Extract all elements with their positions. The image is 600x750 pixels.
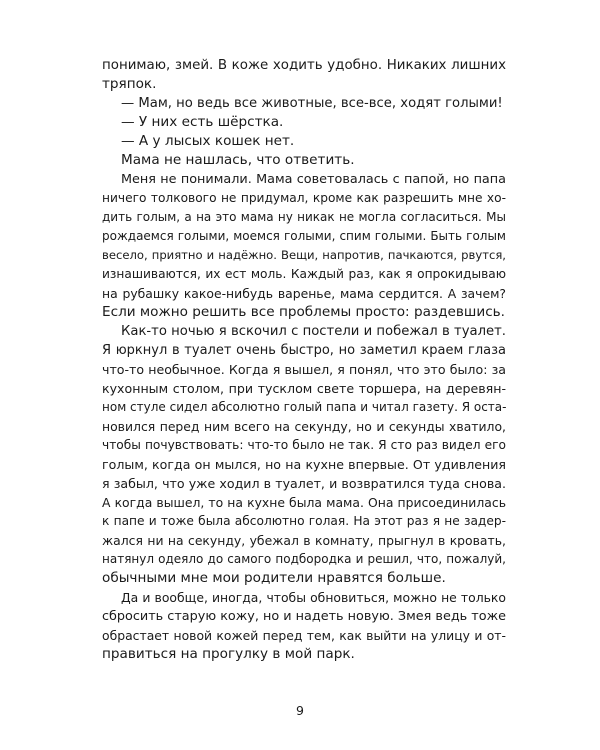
text-line: Как-то ночью я вскочил с постели и побежал в туалет. (121, 324, 506, 339)
text-line: Я юркнул в туалет очень быстро, но заметил краем глаза (102, 343, 506, 358)
text-line: понимаю, змей. В коже ходить удобно. Никаких лишних (102, 58, 506, 73)
text-line: новился перед ним всего на секунду, но и секунды хватило, (102, 419, 506, 434)
text-line: рождаемся голыми, моемся голыми, спим голыми. Быть голым (102, 229, 506, 243)
text-line: весело, приятно и надёжно. Вещи, напротив, пачкаются, рвутся, (102, 248, 506, 262)
text-line: голым, когда он мылся, но на кухне впервые. От удивления (102, 457, 506, 472)
text-line: изнашиваются, их ест моль. Каждый раз, как я опрокидываю (102, 267, 506, 281)
text-line: тряпок. (102, 76, 157, 92)
text-line: на рубашку какое-нибудь варенье, мама сердится. А зачем? (102, 286, 506, 301)
text-line: дить голым, а на это мама ну никак не могла согласиться. Мы (102, 210, 506, 224)
text-line: к папе и тоже была абсолютно голая. На этот раз я не задер- (102, 514, 506, 528)
text-line: натянул одеяло до самого подбородка и решил, что, пожалуй, (102, 552, 506, 566)
page-number: 9 (296, 703, 304, 718)
text-line: Да и вообще, иногда, чтобы обновиться, можно не только (121, 590, 506, 605)
text-line: сбросить старую кожу, но и надеть новую. Змея ведь тоже (102, 609, 506, 624)
text-line: обрастает новой кожей перед тем, как выйти на улицу и от- (102, 628, 506, 643)
text-line: что-то необычное. Когда я вышел, я понял, что это было: за (102, 362, 506, 377)
text-line: жался ни на секунду, убежал в комнату, прыгнул в кровать, (102, 533, 506, 548)
text-line: чтобы почувствовать: что-то было не так. Я сто раз видел его (102, 438, 506, 452)
text-line: кухонным столом, при тусклом свете торшера, на деревян- (102, 381, 506, 396)
text-line: А когда вышел, то на кухне была мама. Она присоединилась (102, 495, 506, 510)
text-line: ничего толкового не придумал, кроме как разрешить мне хо- (102, 191, 506, 205)
text-line: правиться на прогулку в мой парк. (102, 646, 355, 662)
text-line: обычными мне мои родители нравятся больше. (102, 570, 446, 586)
text-line: — А у лысых кошек нет. (121, 133, 295, 149)
text-line: ном стуле сидел абсолютно голый папа и читал газету. Я оста- (102, 400, 507, 414)
text-line: Меня не понимали. Мама советовалась с папой, но папа (121, 172, 506, 187)
text-line: Если можно решить все проблемы просто: раздевшись. (102, 304, 506, 320)
text-line: — Мам, но ведь все животные, все-все, ходят голыми! (121, 96, 503, 111)
text-line: я забыл, что уже ходил в туалет, и возвратился туда снова. (102, 476, 506, 491)
text-line: — У них есть шёрстка. (121, 114, 284, 130)
page-text (102, 56, 506, 664)
text-line: Мама не нашлась, что ответить. (121, 152, 355, 168)
